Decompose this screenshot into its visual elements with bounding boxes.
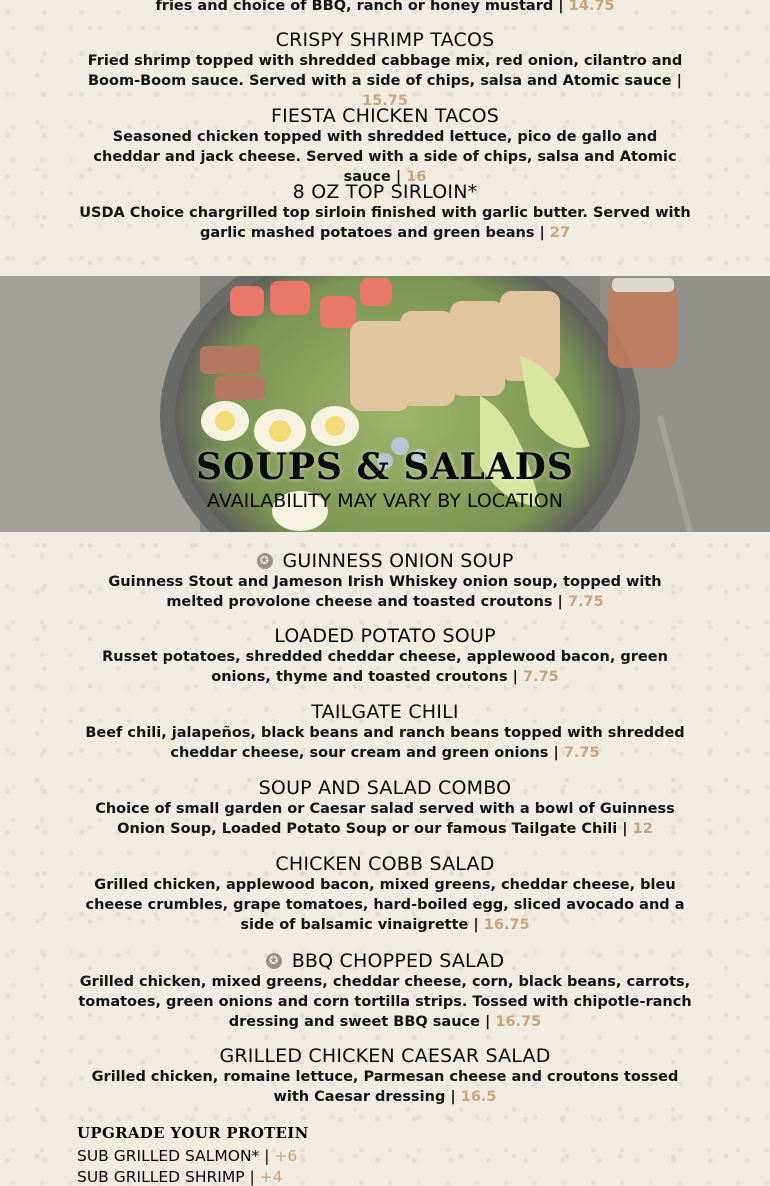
upgrade-option: SUB GRILLED SALMON* | +6	[77, 1147, 298, 1165]
menu-item	[0, 777, 770, 839]
item-description: Grilled chicken, applewood bacon, mixed greens, cheddar cheese, bleu cheese crumbles, grape tomatoes, hard-boiled egg, sliced avocado and a side of balsamic vinaigrette | 16.75	[85, 877, 685, 933]
menu-item	[0, 181, 770, 243]
menu-item	[0, 29, 770, 111]
item-description: Grilled chicken, romaine lettuce, Parmesan cheese and croutons tossed with Caesar dressing | 16.5	[91, 1069, 679, 1105]
item-title: CRISPY SHRIMP TACOS	[275, 29, 495, 51]
item-price: 15.75	[362, 93, 408, 109]
item-description: Russet potatoes, shredded cheddar cheese, applewood bacon, green onions, thyme and toasted croutons | 7.75	[102, 649, 668, 685]
item-title: ✪ GUINNESS ONION SOUP	[257, 550, 514, 572]
menu-item-partial	[0, 0, 770, 16]
upgrade-price: +6	[274, 1147, 298, 1165]
item-price: 16.75	[483, 917, 530, 933]
item-price: 7.75	[563, 745, 600, 761]
item-title: FIESTA CHICKEN TACOS	[271, 105, 499, 127]
menu-item	[0, 625, 770, 687]
menu-item	[0, 1045, 770, 1107]
item-description: Guinness Stout and Jameson Irish Whiskey onion soup, topped with melted provolone cheese and toasted croutons | 7.75	[108, 574, 662, 610]
item-price: 12	[632, 821, 653, 837]
menu-item	[0, 853, 770, 935]
upgrade-price: +4	[259, 1168, 283, 1186]
item-description: Seasoned chicken topped with shredded lettuce, pico de gallo and cheddar and jack cheese. Served with a side of chips, salsa and Atomic sauce | 16	[93, 129, 677, 185]
item-title: LOADED POTATO SOUP	[274, 625, 496, 647]
item-price: 16.5	[460, 1089, 497, 1105]
star-badge-icon: ✪	[257, 553, 273, 569]
item-title: 8 OZ TOP SIRLOIN*	[292, 181, 478, 203]
item-price: 16.75	[495, 1014, 542, 1030]
item-title: ✪ BBQ CHOPPED SALAD	[266, 950, 505, 972]
item-description: Grilled chicken, mixed greens, cheddar cheese, corn, black beans, carrots, tomatoes, green onions and corn tortilla strips. Tossed with chipotle-ranch dressing and sweet BBQ sauce | 16.75	[78, 974, 692, 1030]
item-description: Beef chili, jalapeños, black beans and ranch beans topped with shredded cheddar cheese, sour cream and green onions | 7.75	[85, 725, 685, 761]
section-hero-banner	[0, 276, 770, 532]
section-title: SOUPS & SALADS	[196, 446, 574, 488]
item-title: CHICKEN COBB SALAD	[275, 853, 495, 875]
item-title: TAILGATE CHILI	[311, 701, 459, 723]
item-description: fries and choice of BBQ, ranch or honey mustard | 14.75	[155, 0, 615, 14]
section-subtitle: AVAILABILITY MAY VARY BY LOCATION	[207, 490, 563, 512]
item-price: 7.75	[567, 594, 604, 610]
menu-item	[0, 549, 770, 612]
menu-item	[0, 701, 770, 763]
item-description: Choice of small garden or Caesar salad served with a bowl of Guinness Onion Soup, Loaded Potato Soup or our famous Tailgate Chili | 12	[95, 801, 675, 837]
item-price: 14.75	[568, 0, 615, 14]
item-title: SOUP AND SALAD COMBO	[258, 777, 512, 799]
item-price: 16	[406, 169, 427, 185]
menu-item	[0, 949, 770, 1032]
upgrade-option: SUB GRILLED SHRIMP | +4	[77, 1168, 283, 1186]
menu-item	[0, 105, 770, 187]
item-title: GRILLED CHICKEN CAESAR SALAD	[219, 1045, 551, 1067]
item-description: USDA Choice chargrilled top sirloin finished with garlic butter. Served with garlic mashed potatoes and green beans | 27	[79, 205, 691, 241]
item-price: 7.75	[522, 669, 559, 685]
upgrade-title: UPGRADE YOUR PROTEIN	[77, 1124, 309, 1142]
star-badge-icon: ✪	[266, 953, 282, 969]
item-price: 27	[549, 225, 571, 241]
item-description: Fried shrimp topped with shredded cabbage mix, red onion, cilantro and Boom-Boom sauce. Served with a side of chips, salsa and Atomic sauce | 15.75	[87, 53, 683, 109]
